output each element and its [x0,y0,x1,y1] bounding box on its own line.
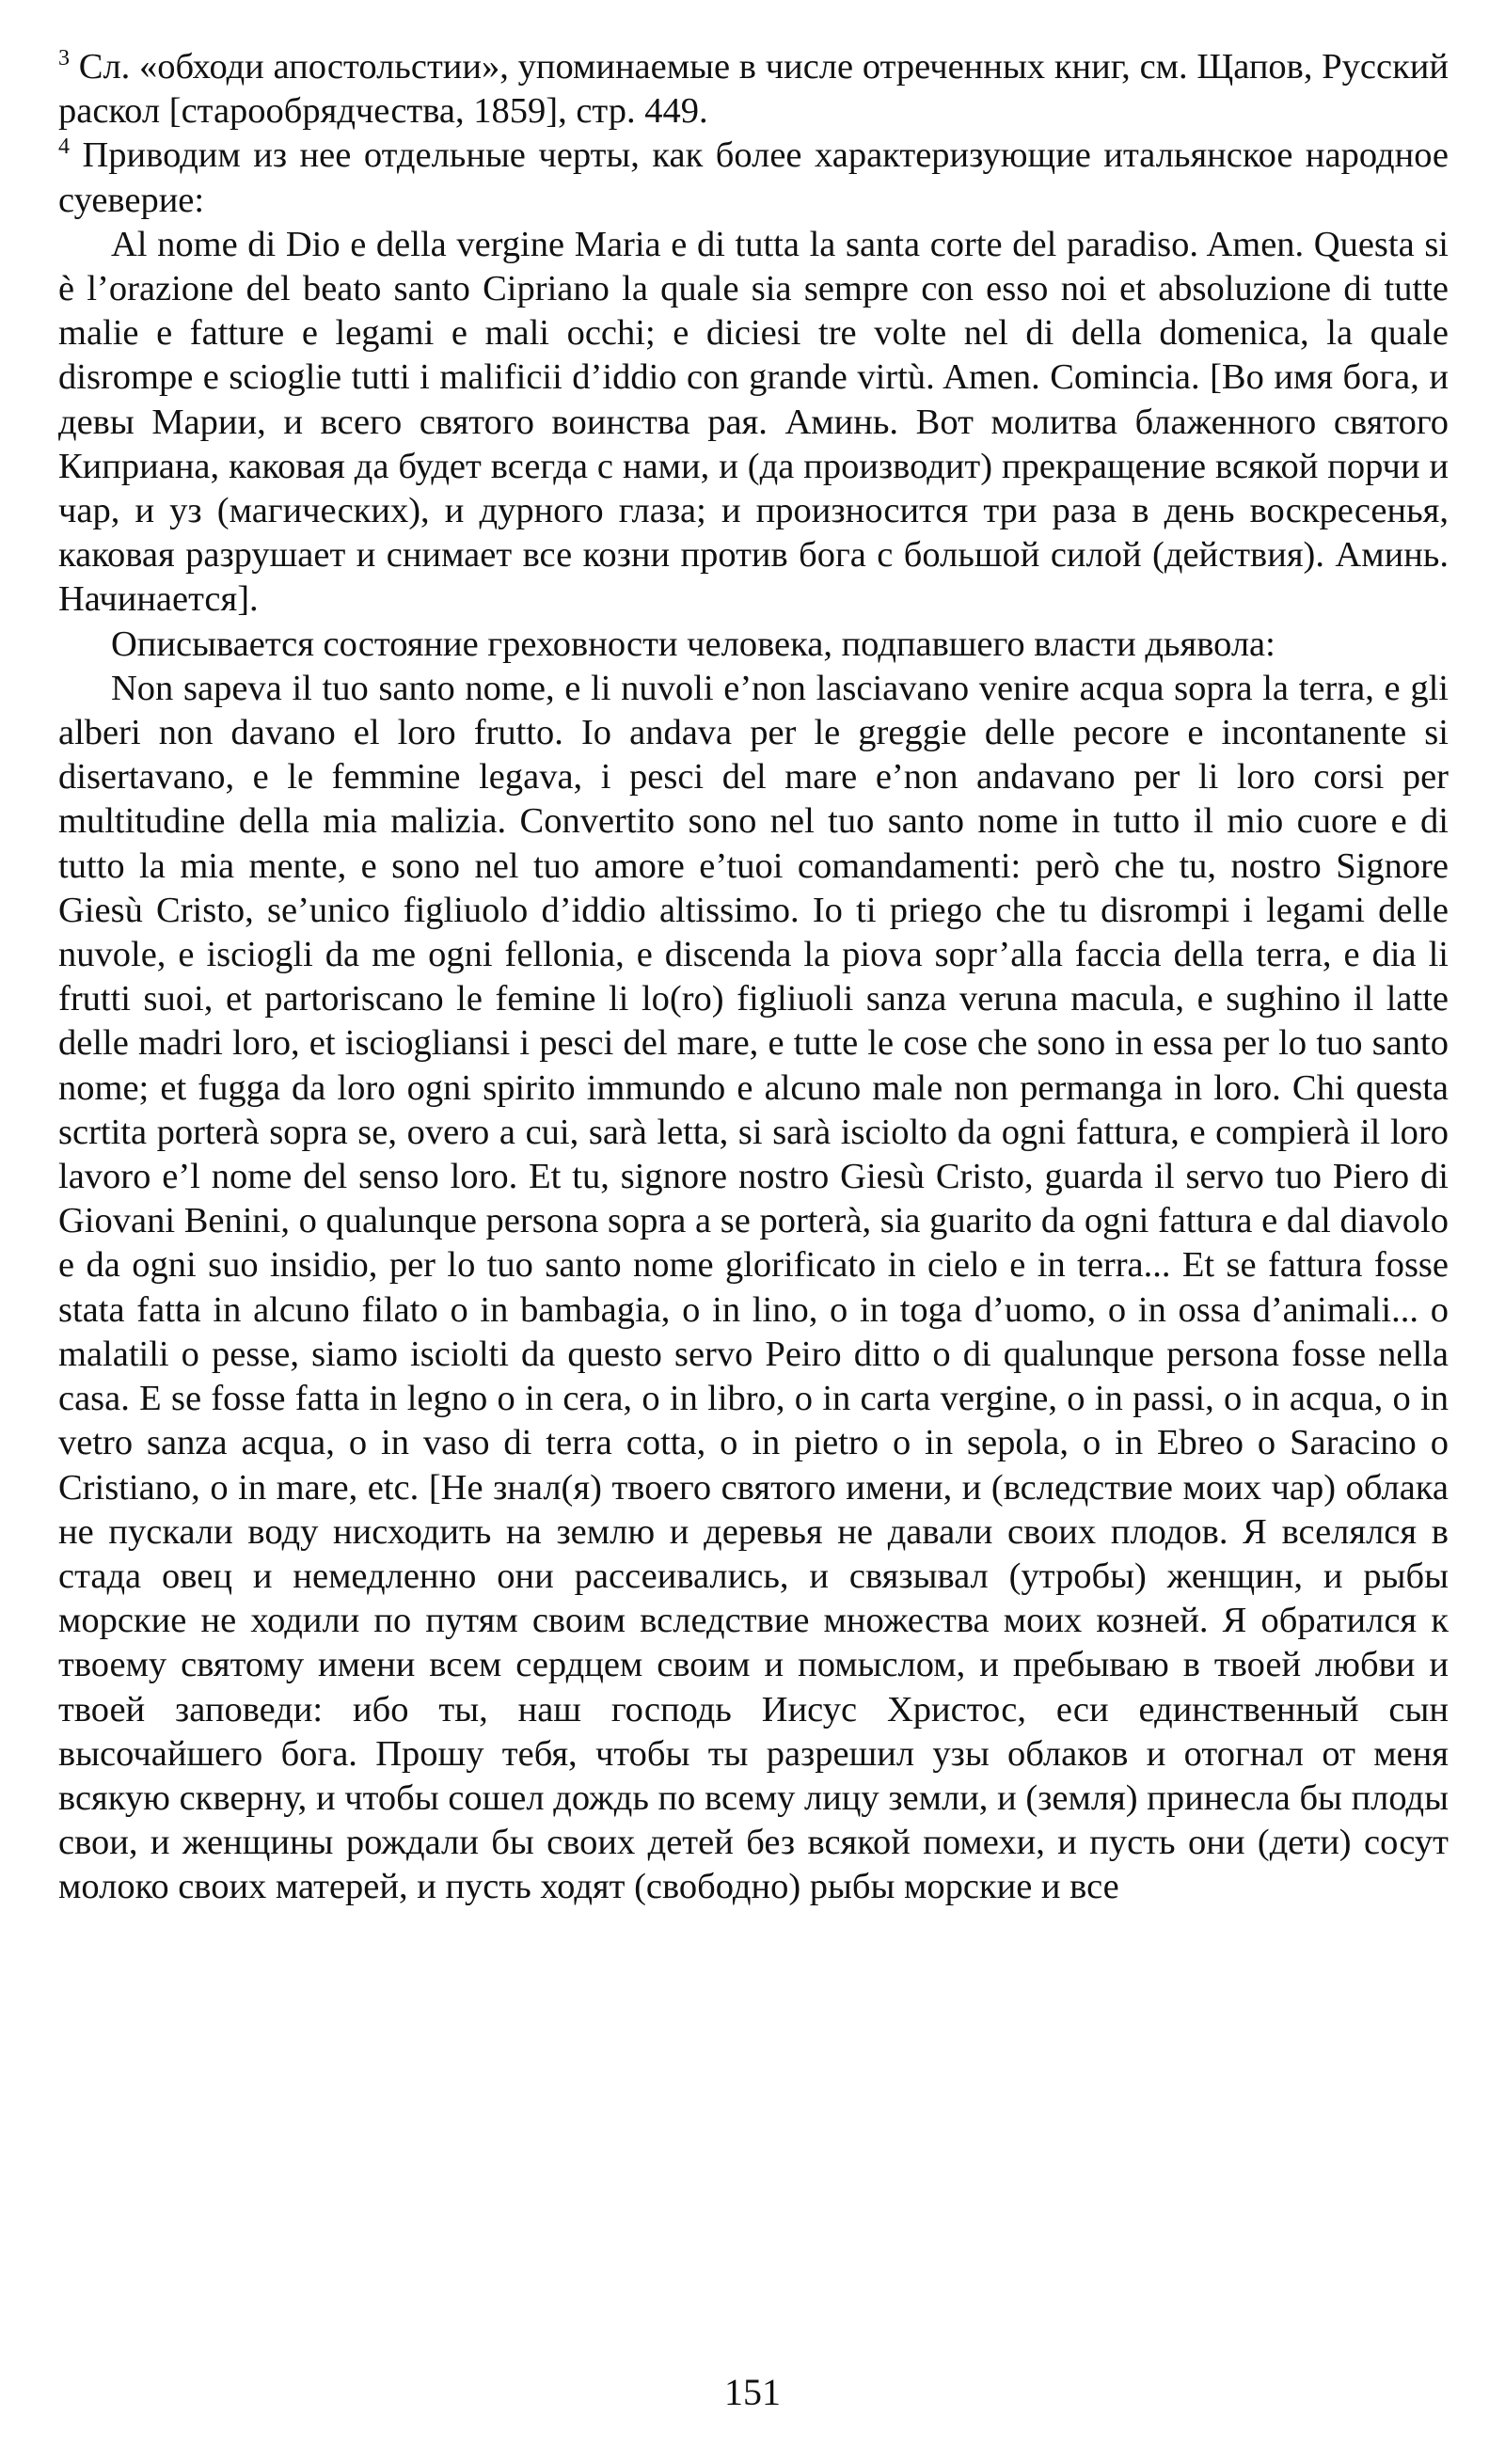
page-number: 151 [724,2371,781,2413]
italian-quote-2: Non sapeva il tuo santo nome, e li nuvoli e’non lasciavano venire acqua sopra la terra, e gli alberi non davano el loro frutto. Io andava per le greggie delle pecore e incontanente si disertavano, e le femmine legava, i pesci del mare e’non andavano per li loro corsi per multitudine della mia malizia. Convertito sono nel tuo santo nome in tutto il mio cuore e di tutto la mia mente, e sono nel tuo amore e’tuoi comandamenti: però che tu, nostro Signore Giesù Cristo, se’unico figliuolo d’iddio altissimo. Io ti priego che tu disrompi i legami delle nuvole, e isciogli da me ogni fellonia, e discenda la piova sopr’alla faccia della terra, e dia li frutti suoi, et partoriscano le femine li lo(ro) figliuoli sanza veruna macula, e sughino il latte delle madri loro, et isciogliansi i pesci del mare, e tutte le cose che sono in essa per lo tuo santo nome; et fugga da loro ogni spirito immundo e alcuno male non permanga in loro. Chi questa scrtita porterà sopra se, overo a cui, sarà letta, si sarà isciolto da ogni fattura, e compierà il loro lavoro e’l nome del senso loro. Et tu, signore nostro Giesù Cristo, guarda il servo tuo Piero di Giovani Benini, o qualunque persona sopra a se porterà, sia guarito da ogni fattura e dal diavolo e da ogni suo insidio, per lo tuo santo nome glorificato in cielo e in terra... Et se fattura fosse stata fatta in alcuno filato o in bambagia, o in lino, o in toga d’uomo, o in ossa d’animali... o malatili o pesse, siamo isciolti da questo servo Peiro ditto o di qualunque persona fosse nella casa. E se fosse fatta in legno o in cera, o in libro, o in carta vergine, o in passi, o in acqua, o in vetro sanza acqua, o in vaso di terra cotta, o in pietro o in sepola, o in Ebreo o Saracino o Cristiano, o in mare, etc. [Не знал(я) твоего святого имени, и (вследствие моих чар) облака не пускали воду нисходить на землю и деревья не давали своих плодов. Я вселялся в стада овец и немедленно они рассеивались, и связывал (утробы) женщин, и рыбы морские не ходили по путям своим вследствие множества моих козней. Я обратился к твоему святому имени всем сердцем своим и помыслом, и пребываю в твоей любви и твоей заповеди: ибо ты, наш господь Иисус Христос, еси единственный сын высочайшего бога. Прошу тебя, чтобы ты разрешил узы облаков и отогнал от меня всякую скверну, и чтобы сошел дождь по всему лицу земли, и (земля) принесла бы плоды свои, и женщины рождали бы своих детей без всякой помехи, и пусть они (дети) сосут молоко своих матерей, и пусть ходят (свободно) рыбы морские и все [58,668,1449,1907]
footnote-number: 4 [58,134,70,160]
intro-paragraph: Описывается состояние греховности человека, подпавшего власти дьявола: [111,624,1275,664]
footnote-text: Сл. «обходи апостольстии», упоминаемые в числе отреченных книг, см. Щапов, Русский раскол [старообрядчества, 1859], стр. 449. [58,47,1449,132]
footnote-number: 3 [58,46,70,71]
footnote-4 [58,134,1449,222]
main-text [58,45,1449,1910]
footnote-3 [58,45,1449,134]
footnote-text: Приводим из нее отдельные черты, как более характеризующие итальянское народное суеверие: [58,135,1450,220]
italian-quote-1: Al nome di Dio e della vergine Maria e di tutta la santa corte del paradiso. Amen. Questa si è l’orazione del beato santo Cipriano la quale sia sempre con esso noi et absoluzione di tutte malie e fatture e legami e mali occhi; e diciesi tre volte nel di della domenica, la quale disrompe e scioglie tutti i malificii d’iddio con grande virtù. Amen. Comincia. [Во имя бога, и девы Марии, и всего святого воинства рая. Аминь. Вот молитва блаженного святого Киприана, каковая да будет всегда с нами, и (да производит) прекращение всякой порчи и чар, и уз (магических), и дурного глаза; и произносится три раза в день воскресенья, каковая разрушает и снимает все козни против бога с большой силой (действия). Аминь. Начинается]. [58,224,1449,620]
